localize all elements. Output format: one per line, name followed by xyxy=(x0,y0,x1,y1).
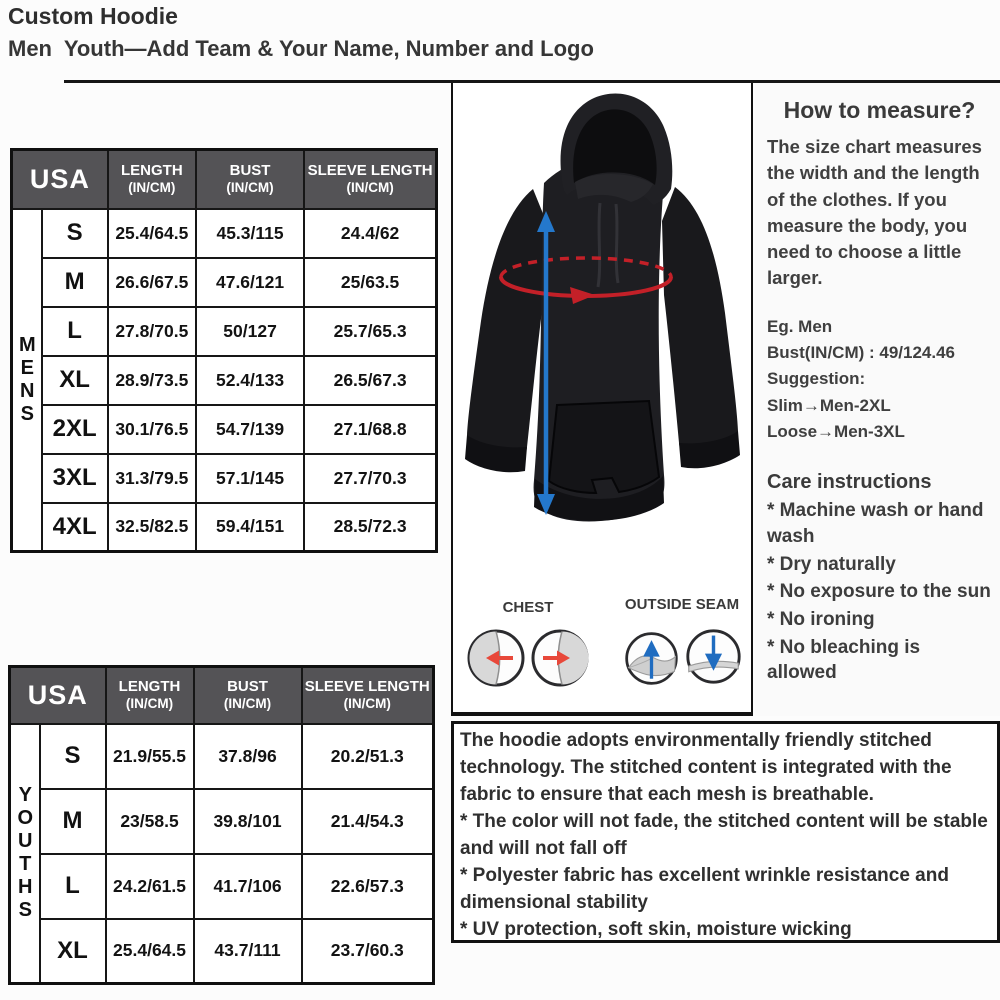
group-label-cell xyxy=(12,209,42,552)
sleeve-header-title: SLEEVE LENGTH xyxy=(304,678,430,696)
size-cell: M xyxy=(40,789,106,854)
bust-cell: 57.1/145 xyxy=(196,454,304,503)
how-to-measure-heading: How to measure? xyxy=(783,97,976,123)
example-line: Slim→Men-2XL xyxy=(767,395,891,415)
hoodie-measure-diagram-panel xyxy=(451,83,753,716)
length-cell: 23/58.5 xyxy=(106,789,194,854)
outside-seam-arrow-up-icon xyxy=(623,630,680,687)
care-item: * Dry naturally xyxy=(767,553,896,575)
example-line: Eg. Men xyxy=(767,316,833,336)
how-to-measure-panel xyxy=(755,83,1000,716)
length-cell: 32.5/82.5 xyxy=(108,503,196,552)
table-row xyxy=(12,209,437,258)
bust-header-title: BUST xyxy=(229,162,271,180)
table-row xyxy=(12,307,437,356)
example-line: Bust(IN/CM) : 49/124.46 xyxy=(767,342,955,362)
table-row xyxy=(10,724,434,789)
fabric-description-line: The hoodie adopts environmentally friendly stitched technology. The stitched content is integrated with the fabric to ensure that each mesh is breathable. xyxy=(460,730,952,805)
bust-cell: 54.7/139 xyxy=(196,405,304,454)
size-cell: 4XL xyxy=(42,503,108,552)
outside-seam-label: OUTSIDE SEAM xyxy=(624,596,740,613)
bust-header xyxy=(196,150,304,209)
bust-header xyxy=(194,667,302,724)
size-cell: S xyxy=(40,724,106,789)
size-cell: 2XL xyxy=(42,405,108,454)
table-row xyxy=(10,919,434,984)
sleeve-header-unit: (IN/CM) xyxy=(343,696,391,712)
size-cell: XL xyxy=(40,919,106,984)
bust-cell: 59.4/151 xyxy=(196,503,304,552)
bust-cell: 52.4/133 xyxy=(196,356,304,405)
sleeve-cell: 24.4/62 xyxy=(304,209,436,258)
drawstring xyxy=(616,204,618,283)
length-header-unit: (IN/CM) xyxy=(125,696,174,712)
sleeve-cell: 27.1/68.8 xyxy=(304,405,436,454)
fabric-description-line: * Polyester fabric has excellent wrinkle resistance and dimensional stability xyxy=(460,864,949,913)
fabric-description-line: * The color will not fade, the stitched content will be stable and will not fall off xyxy=(460,810,988,859)
bust-cell: 43.7/111 xyxy=(194,919,302,984)
care-item: * No exposure to the sun xyxy=(767,581,991,603)
sleeve-header xyxy=(302,667,434,724)
sleeve-cell: 26.5/67.3 xyxy=(304,356,436,405)
size-cell: S xyxy=(42,209,108,258)
sleeve-cell: 23.7/60.3 xyxy=(302,919,434,984)
outside-seam-arrow-down-icon xyxy=(684,627,743,686)
youths-vertical-label: YOUTHS xyxy=(14,784,37,923)
table-row xyxy=(12,258,437,307)
care-item: * No bleaching is allowed xyxy=(767,636,921,684)
length-cell: 27.8/70.5 xyxy=(108,307,196,356)
size-cell: L xyxy=(40,854,106,919)
example-line: Suggestion: xyxy=(767,369,866,389)
length-header xyxy=(106,667,194,724)
group-label-cell xyxy=(10,724,40,984)
length-cell: 31.3/79.5 xyxy=(108,454,196,503)
length-cell: 24.2/61.5 xyxy=(106,854,194,919)
chest-fabric-arrow-right-icon xyxy=(529,627,591,689)
table-row xyxy=(10,854,434,919)
sleeve-header-unit: (IN/CM) xyxy=(346,180,394,196)
sleeve-header-title: SLEEVE LENGTH xyxy=(307,162,433,180)
sleeve-cell: 20.2/51.3 xyxy=(302,724,434,789)
drawstring xyxy=(598,203,600,287)
size-cell: XL xyxy=(42,356,108,405)
care-instructions-heading: Care instructions xyxy=(767,471,932,494)
size-cell: 3XL xyxy=(42,454,108,503)
length-cell: 28.9/73.5 xyxy=(108,356,196,405)
length-header-unit: (IN/CM) xyxy=(128,180,176,196)
example-line: Loose→Men-3XL xyxy=(767,421,905,441)
bust-cell: 37.8/96 xyxy=(194,724,302,789)
table-header-row xyxy=(10,667,434,724)
table-row xyxy=(12,454,437,503)
sleeve-cell: 22.6/57.3 xyxy=(302,854,434,919)
bust-cell: 45.3/115 xyxy=(196,209,304,258)
bust-cell: 50/127 xyxy=(196,307,304,356)
sleeve-cell: 27.7/70.3 xyxy=(304,454,436,503)
size-cell: L xyxy=(42,307,108,356)
hoodie-illustration xyxy=(453,83,753,593)
sleeve-header xyxy=(304,150,436,209)
length-header xyxy=(108,150,196,209)
care-item: * Machine wash or hand wash xyxy=(767,500,984,547)
bust-header-unit: (IN/CM) xyxy=(226,180,274,196)
usa-header: USA xyxy=(10,667,106,724)
chest-label: CHEST xyxy=(502,599,554,616)
length-header-title: LENGTH xyxy=(120,162,183,180)
how-to-measure-body: The size chart measures the width and the length of the clothes. If you measure the body, you need to choose a little larger. xyxy=(767,136,982,289)
bust-cell: 41.7/106 xyxy=(194,854,302,919)
mens-size-table xyxy=(10,148,438,553)
length-cell: 25.4/64.5 xyxy=(108,209,196,258)
bust-header-unit: (IN/CM) xyxy=(223,696,272,712)
bust-cell: 47.6/121 xyxy=(196,258,304,307)
youths-size-table xyxy=(8,665,435,985)
page-title: Custom Hoodie xyxy=(8,3,178,29)
sleeve-cell: 21.4/54.3 xyxy=(302,789,434,854)
mens-vertical-label: MENS xyxy=(16,333,39,426)
table-row xyxy=(10,789,434,854)
chest-fabric-arrow-left-icon xyxy=(465,627,527,689)
table-row xyxy=(12,405,437,454)
length-cell: 21.9/55.5 xyxy=(106,724,194,789)
page-subtitle: Men Youth—Add Team & Your Name, Number and Logo xyxy=(8,36,594,61)
length-header-title: LENGTH xyxy=(118,678,181,696)
sleeve-cell: 28.5/72.3 xyxy=(304,503,436,552)
usa-header: USA xyxy=(12,150,108,209)
sleeve-cell: 25/63.5 xyxy=(304,258,436,307)
care-item: * No ironing xyxy=(767,608,875,630)
care-instructions-block xyxy=(767,471,992,685)
bust-header-title: BUST xyxy=(227,678,268,696)
length-cell: 26.6/67.5 xyxy=(108,258,196,307)
table-row xyxy=(12,356,437,405)
length-cell: 30.1/76.5 xyxy=(108,405,196,454)
bust-cell: 39.8/101 xyxy=(194,789,302,854)
size-cell: M xyxy=(42,258,108,307)
sleeve-cell: 25.7/65.3 xyxy=(304,307,436,356)
fabric-description-panel xyxy=(451,721,1000,943)
example-suggestion-block xyxy=(767,314,992,446)
table-row xyxy=(12,503,437,552)
table-header-row xyxy=(12,150,437,209)
length-cell: 25.4/64.5 xyxy=(106,919,194,984)
fabric-description-line: * UV protection, soft skin, moisture wicking xyxy=(460,918,852,940)
